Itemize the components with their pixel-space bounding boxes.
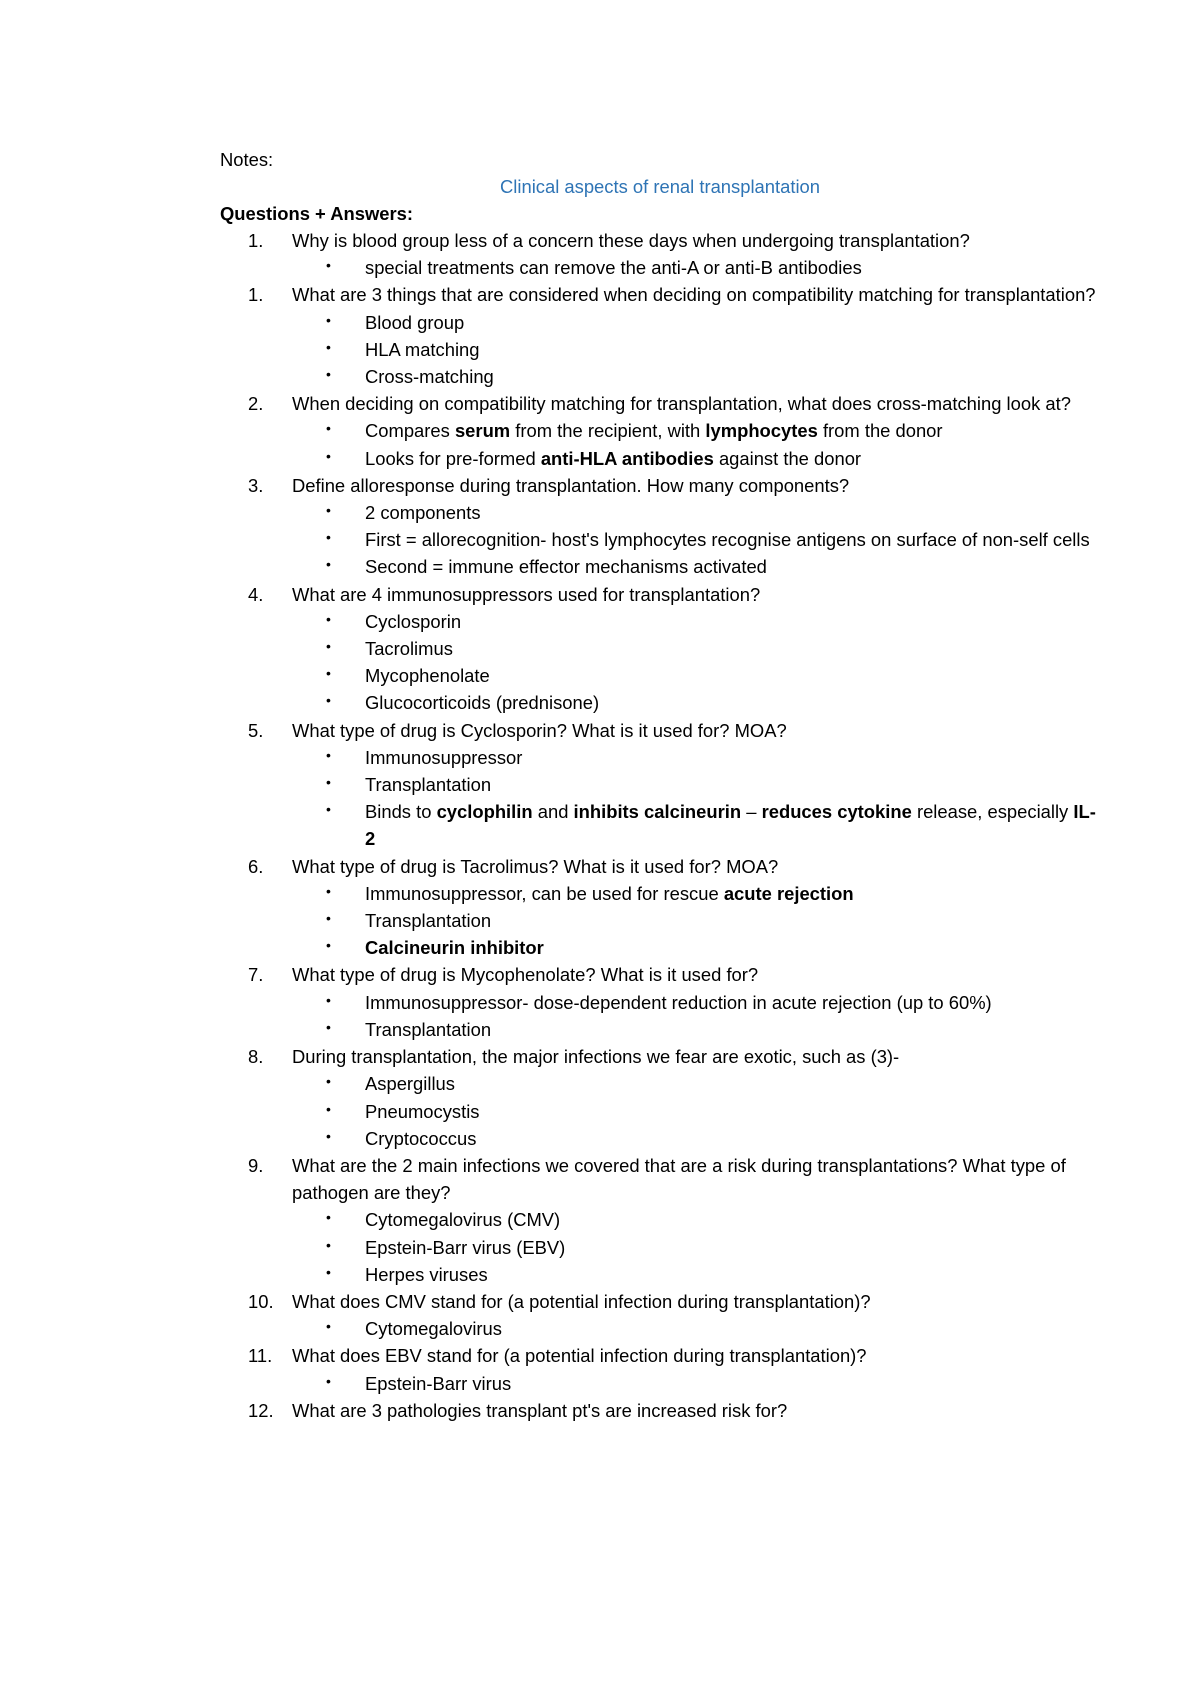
- answer-text: [365, 665, 490, 686]
- answer-bold-text: reduces cytokine: [761, 801, 912, 823]
- answer-bold-text: IL-2: [365, 801, 1096, 850]
- question-item: [220, 1397, 1100, 1424]
- answer-text-run: from the donor: [817, 420, 943, 442]
- answer-text-run: Glucocorticoids (prednisone): [365, 692, 600, 714]
- bullet-icon: •: [326, 937, 331, 954]
- answer-text: [365, 1128, 476, 1149]
- answer-text: [365, 1264, 488, 1285]
- answer-item: [220, 798, 1100, 852]
- answer-text: [365, 1318, 502, 1339]
- question-number: 7.: [248, 964, 264, 986]
- question-text: What are 4 immunosuppressors used for transplantation?: [292, 583, 761, 605]
- bullet-icon: •: [326, 311, 331, 328]
- answer-text-run: Cryptococcus: [365, 1127, 477, 1149]
- question-text: What type of drug is Tacrolimus? What is it used for? MOA?: [292, 855, 779, 877]
- answer-text: [365, 366, 494, 387]
- answer-list: [220, 1315, 1100, 1342]
- question-item: [220, 961, 1100, 1043]
- answer-text-run: release, especially: [911, 801, 1074, 823]
- question-text: What does EBV stand for (a potential infection during transplantation)?: [292, 1345, 867, 1367]
- answer-list: [220, 1206, 1100, 1288]
- answer-item: [220, 309, 1100, 336]
- question-item: [220, 390, 1100, 472]
- answer-text: [365, 638, 453, 659]
- answer-item: [220, 445, 1100, 472]
- answer-item: [220, 744, 1100, 771]
- bullet-icon: •: [326, 610, 331, 627]
- answer-text: [365, 937, 544, 958]
- bullet-icon: •: [326, 556, 331, 573]
- notes-label: Notes:: [220, 149, 274, 170]
- question-number: 1.: [248, 284, 264, 306]
- answer-item: [220, 499, 1100, 526]
- bullet-icon: •: [326, 991, 331, 1008]
- answer-text: [365, 1101, 479, 1122]
- answer-list: [220, 1070, 1100, 1152]
- answer-item: [220, 689, 1100, 716]
- answer-item: [220, 1234, 1100, 1261]
- question-item: [220, 1288, 1100, 1342]
- answer-text-run: Cyclosporin: [365, 610, 462, 632]
- answer-bold-text: anti-HLA antibodies: [540, 447, 714, 469]
- bullet-icon: •: [326, 338, 331, 355]
- question-item: [220, 281, 1100, 390]
- question-number: 5.: [248, 719, 264, 741]
- answer-text-run: Second = immune effector mechanisms activated: [365, 556, 767, 578]
- question-number: 8.: [248, 1046, 264, 1068]
- answer-item: [220, 1315, 1100, 1342]
- question-text: What type of drug is Mycophenolate? What is it used for?: [292, 964, 759, 986]
- answer-text: [365, 883, 854, 904]
- answer-bold-text: serum: [454, 420, 511, 442]
- question-text: When deciding on compatibility matching for transplantation, what does cross-matching look at?: [292, 393, 1071, 415]
- answer-text: [365, 448, 861, 469]
- answer-item: [220, 635, 1100, 662]
- question-number: 4.: [248, 583, 264, 605]
- answer-text-run: HLA matching: [365, 338, 480, 360]
- answer-text-run: Cytomegalovirus: [365, 1318, 502, 1340]
- answer-bold-text: cyclophilin: [436, 801, 533, 823]
- bullet-icon: •: [326, 1127, 331, 1144]
- question-number: 10.: [248, 1290, 274, 1312]
- answer-text: [365, 801, 1096, 849]
- answer-list: [220, 744, 1100, 853]
- answer-text-run: First = allorecognition- host's lymphocytes recognise antigens on surface of non-self cells: [365, 529, 1090, 551]
- answer-text: [365, 556, 767, 577]
- answer-item: [220, 1261, 1100, 1288]
- answer-text-run: Aspergillus: [365, 1073, 455, 1095]
- bullet-icon: •: [326, 801, 331, 818]
- answer-text-run: Cross-matching: [365, 366, 494, 388]
- answer-text-run: Blood group: [365, 311, 465, 333]
- answer-text: [365, 747, 522, 768]
- bullet-icon: •: [326, 692, 331, 709]
- answer-item: [220, 1125, 1100, 1152]
- answer-text-run: Herpes viruses: [365, 1263, 488, 1285]
- answer-text: [365, 339, 480, 360]
- answer-text-run: Transplantation: [365, 1018, 492, 1040]
- answer-text-run: Pneumocystis: [365, 1100, 480, 1122]
- answer-item: [220, 1070, 1100, 1097]
- bullet-icon: •: [326, 529, 331, 546]
- answer-text: [365, 611, 461, 632]
- bullet-icon: •: [326, 882, 331, 899]
- answer-bold-text: lymphocytes: [705, 420, 818, 442]
- question-number: 1.: [248, 230, 264, 251]
- answer-text-run: 2 components: [365, 502, 481, 524]
- answer-item: [220, 608, 1100, 635]
- answer-item: [220, 934, 1100, 961]
- answer-list: [220, 417, 1100, 471]
- qa-heading: Questions + Answers:: [220, 203, 413, 224]
- bullet-icon: •: [326, 665, 331, 682]
- question-item: [220, 227, 1100, 281]
- answer-text-run: special treatments can remove the anti-A or anti-B antibodies: [365, 257, 862, 279]
- answer-text-run: Epstein-Barr virus (EBV): [365, 1236, 566, 1258]
- answer-item: [220, 336, 1100, 363]
- answer-item: [220, 254, 1100, 281]
- answer-text: [365, 312, 464, 333]
- answer-item: [220, 1098, 1100, 1125]
- answer-text-run: Tacrolimus: [365, 638, 453, 660]
- question-number: 6.: [248, 855, 264, 877]
- answer-text: [365, 1237, 565, 1258]
- answer-list: [220, 608, 1100, 717]
- answer-text-run: against the donor: [713, 447, 862, 469]
- bullet-icon: •: [326, 1018, 331, 1035]
- answer-item: [220, 662, 1100, 689]
- answer-text-run: Immunosuppressor, can be used for rescue: [365, 882, 724, 904]
- answer-text-run: Immunosuppressor- dose-dependent reduction in acute rejection (up to 60%): [365, 991, 992, 1013]
- answer-item: [220, 907, 1100, 934]
- answer-item: [220, 363, 1100, 390]
- document-title: Clinical aspects of renal transplantation: [500, 176, 820, 197]
- answer-list: [220, 499, 1100, 581]
- answer-text: [365, 502, 481, 523]
- question-item: [220, 1152, 1100, 1288]
- question-text: What does CMV stand for (a potential infection during transplantation)?: [292, 1290, 871, 1312]
- answer-item: [220, 771, 1100, 798]
- answer-list: [220, 880, 1100, 962]
- bullet-icon: •: [326, 638, 331, 655]
- answer-item: [220, 989, 1100, 1016]
- question-number: 3.: [248, 474, 264, 496]
- answer-text-run: Immunosuppressor: [365, 746, 523, 768]
- bullet-icon: •: [326, 1236, 331, 1253]
- question-list: [220, 227, 1100, 1424]
- answer-item: [220, 1016, 1100, 1043]
- answer-bold-text: Calcineurin inhibitor: [365, 937, 544, 959]
- answer-list: [220, 309, 1100, 391]
- answer-text: [365, 257, 862, 278]
- answer-text-run: Mycophenolate: [365, 665, 490, 687]
- answer-text-run: Cytomegalovirus (CMV): [365, 1209, 561, 1231]
- answer-text-run: Transplantation: [365, 910, 492, 932]
- question-item: [220, 853, 1100, 962]
- question-text: What type of drug is Cyclosporin? What is it used for? MOA?: [292, 719, 787, 741]
- bullet-icon: •: [326, 1209, 331, 1226]
- bullet-icon: •: [326, 1263, 331, 1280]
- question-number: 9.: [248, 1154, 264, 1176]
- answer-item: [220, 880, 1100, 907]
- answer-text-run: –: [741, 801, 762, 823]
- bullet-icon: •: [326, 502, 331, 519]
- answer-list: [220, 254, 1100, 281]
- answer-item: [220, 417, 1100, 444]
- answer-list: [220, 1370, 1100, 1397]
- bullet-icon: •: [326, 1100, 331, 1117]
- answer-text: [365, 1019, 491, 1040]
- answer-text-run: and: [532, 801, 574, 823]
- bullet-icon: •: [326, 420, 331, 437]
- answer-item: [220, 526, 1100, 553]
- answer-item: [220, 553, 1100, 580]
- answer-text-run: Epstein-Barr virus: [365, 1372, 512, 1394]
- answer-text: [365, 420, 943, 441]
- question-number: 12.: [248, 1399, 274, 1421]
- question-text: What are 3 things that are considered when deciding on compatibility matching for transplantation?: [292, 284, 1096, 306]
- question-item: [220, 717, 1100, 853]
- answer-text: [365, 692, 599, 713]
- answer-text: [365, 1073, 455, 1094]
- answer-text-run: Binds to: [365, 801, 437, 823]
- document-body: [220, 146, 1100, 1424]
- bullet-icon: •: [326, 746, 331, 763]
- bullet-icon: •: [326, 257, 331, 274]
- bullet-icon: •: [326, 774, 331, 791]
- answer-text: [365, 910, 491, 931]
- question-item: [220, 1043, 1100, 1152]
- bullet-icon: •: [326, 910, 331, 927]
- bullet-icon: •: [326, 366, 331, 383]
- answer-bold-text: inhibits calcineurin: [573, 801, 742, 823]
- question-text: During transplantation, the major infections we fear are exotic, such as (3)-: [292, 1046, 900, 1068]
- answer-text: [365, 1209, 560, 1230]
- answer-item: [220, 1206, 1100, 1233]
- question-number: 2.: [248, 393, 264, 415]
- answer-item: [220, 1370, 1100, 1397]
- question-text: Why is blood group less of a concern these days when undergoing transplantation?: [292, 230, 970, 251]
- question-text: What are 3 pathologies transplant pt's are increased risk for?: [292, 1399, 788, 1421]
- question-text: What are the 2 main infections we covered that are a risk during transplantations? What type of pathogen are they?: [292, 1154, 1066, 1204]
- bullet-icon: •: [326, 1073, 331, 1090]
- answer-text-run: from the recipient, with: [510, 420, 706, 442]
- answer-text-run: Looks for pre-formed: [365, 447, 541, 469]
- answer-text-run: Transplantation: [365, 774, 492, 796]
- answer-text: [365, 529, 1090, 550]
- answer-text-run: Compares: [365, 420, 455, 442]
- question-item: [220, 1342, 1100, 1396]
- answer-text: [365, 774, 491, 795]
- bullet-icon: •: [326, 1372, 331, 1389]
- answer-list: [220, 989, 1100, 1043]
- question-number: 11.: [248, 1345, 273, 1367]
- question-text: Define alloresponse during transplantation. How many components?: [292, 474, 850, 496]
- answer-text: [365, 992, 992, 1013]
- bullet-icon: •: [326, 1318, 331, 1335]
- question-item: [220, 472, 1100, 581]
- question-item: [220, 581, 1100, 717]
- answer-text: [365, 1373, 511, 1394]
- bullet-icon: •: [326, 447, 331, 464]
- answer-bold-text: acute rejection: [723, 882, 854, 904]
